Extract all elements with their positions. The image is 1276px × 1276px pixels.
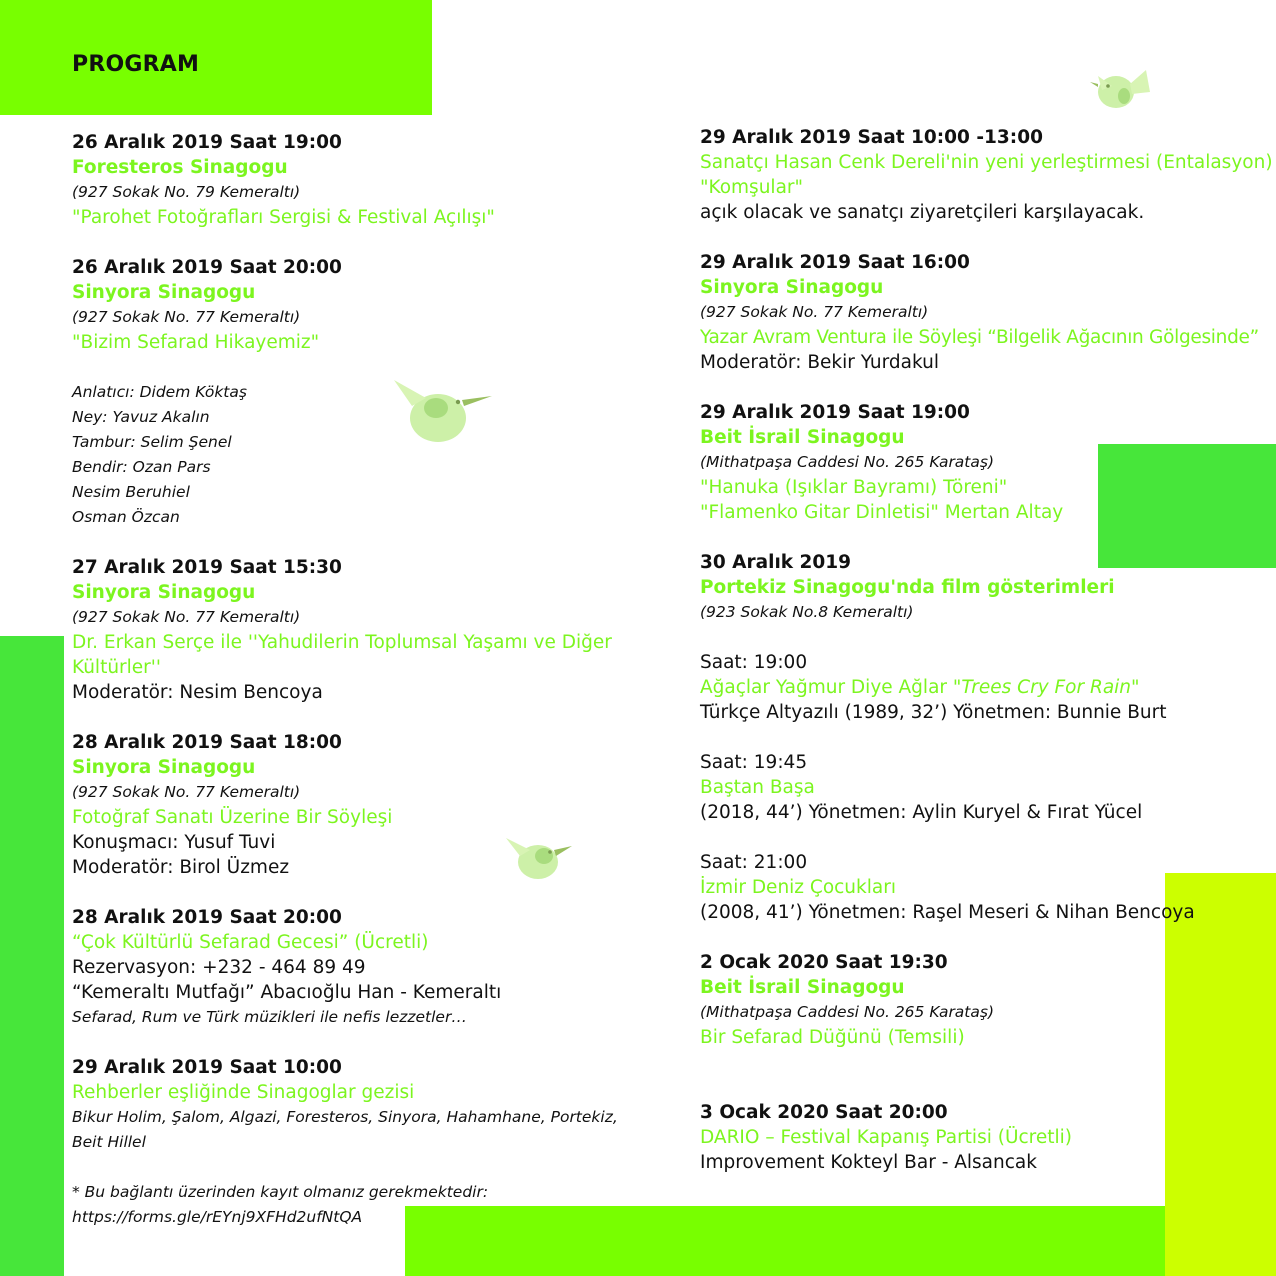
event-item <box>700 125 1273 225</box>
event-item <box>700 550 1260 925</box>
film-time: Saat: 19:45 <box>700 752 808 773</box>
event-title: Sanatçı Hasan Cenk Dereli'nin yeni yerleştirmesi (Entalasyon) <box>700 152 1273 173</box>
event-item <box>700 950 1260 1050</box>
film-time: Saat: 21:00 <box>700 852 808 873</box>
event-date: 26 Aralık 2019 Saat 19:00 <box>72 132 342 153</box>
event-note: Sefarad, Rum ve Türk müzikleri ile nefis lezzetler… <box>72 1008 467 1026</box>
event-date: 28 Aralık 2019 Saat 18:00 <box>72 732 342 753</box>
event-date: 28 Aralık 2019 Saat 20:00 <box>72 907 342 928</box>
event-date: 29 Aralık 2019 Saat 19:00 <box>700 402 970 423</box>
synagogue-list: Bikur Holim, Şalom, Algazi, Foresteros, Sinyora, Hahamhane, Portekiz, <box>72 1108 618 1126</box>
event-title: "Hanuka (Işıklar Bayramı) Töreni" <box>700 477 1008 498</box>
film-item <box>700 750 1260 825</box>
event-date: 27 Aralık 2019 Saat 15:30 <box>72 557 342 578</box>
credit-line: Ney: Yavuz Akalın <box>72 408 210 426</box>
event-moderator: Moderatör: Birol Üzmez <box>72 857 290 878</box>
credit-line: Osman Özcan <box>72 508 180 526</box>
event-venue: Sinyora Sinagogu <box>72 282 256 303</box>
event-title: "Bizim Sefarad Hikayemiz" <box>72 332 320 353</box>
event-venue: Beit İsrail Sinagogu <box>700 427 905 448</box>
page-title: PROGRAM <box>72 52 200 77</box>
event-description: açık olacak ve sanatçı ziyaretçileri karşılayacak. <box>700 202 1145 223</box>
event-title: Dr. Erkan Serçe ile ''Yahudilerin Toplumsal Yaşamı ve Diğer <box>72 632 612 653</box>
event-item <box>700 250 1260 375</box>
event-item <box>700 1100 1260 1175</box>
event-title: "Komşular" <box>700 177 804 198</box>
event-date: 3 Ocak 2020 Saat 20:00 <box>700 1102 948 1123</box>
event-title: Yazar Avram Ventura ile Söyleşi “Bilgelik Ağacının Gölgesinde” <box>700 327 1259 348</box>
event-address: (927 Sokak No. 77 Kemeraltı) <box>700 303 929 321</box>
header-green-block <box>0 0 432 115</box>
registration-link[interactable]: https://forms.gle/rEYnj9XFHd2ufNtQA <box>72 1208 363 1226</box>
event-item <box>72 255 632 530</box>
film-item <box>700 850 1260 925</box>
right-column <box>700 125 1273 1200</box>
event-title: Bir Sefarad Düğünü (Temsili) <box>700 1027 965 1048</box>
event-address: (927 Sokak No. 77 Kemeraltı) <box>72 608 301 626</box>
event-place: “Kemeraltı Mutfağı” Abacıoğlu Han - Kemeraltı <box>72 982 502 1003</box>
event-address: (927 Sokak No. 79 Kemeraltı) <box>72 183 301 201</box>
event-venue: Foresteros Sinagogu <box>72 157 288 178</box>
film-info: (2008, 41’) Yönetmen: Raşel Meseri & Nihan Bencoya <box>700 902 1195 923</box>
left-column <box>72 130 632 1230</box>
event-title: "Parohet Fotoğrafları Sergisi & Festival Açılışı" <box>72 207 495 228</box>
event-venue: Sinyora Sinagogu <box>72 582 256 603</box>
event-item <box>72 905 632 1030</box>
event-moderator: Moderatör: Nesim Bencoya <box>72 682 323 703</box>
event-title: Fotoğraf Sanatı Üzerine Bir Söyleşi <box>72 807 393 828</box>
event-address: (923 Sokak No.8 Kemeraltı) <box>700 603 914 621</box>
event-title: DARIO – Festival Kapanış Partisi (Ücretli) <box>700 1127 1072 1148</box>
event-item <box>700 400 1260 525</box>
footnote: * Bu bağlantı üzerinden kayıt olmanız gerekmektedir: <box>72 1183 489 1201</box>
event-address: (Mithatpaşa Caddesi No. 265 Karataş) <box>700 453 995 471</box>
film-item <box>700 650 1260 725</box>
film-info: (2018, 44’) Yönetmen: Aylin Kuryel & Fırat Yücel <box>700 802 1143 823</box>
event-date: 30 Aralık 2019 <box>700 552 852 573</box>
bird-icon <box>1086 66 1156 112</box>
event-speaker: Konuşmacı: Yusuf Tuvi <box>72 832 276 853</box>
left-green-strip <box>0 636 64 1276</box>
event-item <box>72 555 632 705</box>
event-venue: Sinyora Sinagogu <box>700 277 884 298</box>
event-place: Improvement Kokteyl Bar - Alsancak <box>700 1152 1037 1173</box>
event-moderator: Moderatör: Bekir Yurdakul <box>700 352 940 373</box>
event-item <box>72 730 632 880</box>
event-date: 26 Aralık 2019 Saat 20:00 <box>72 257 342 278</box>
event-title: Kültürler'' <box>72 657 161 678</box>
event-venue: Portekiz Sinagogu'nda film gösterimleri <box>700 577 1115 598</box>
event-title: "Flamenko Gitar Dinletisi" Mertan Altay <box>700 502 1064 523</box>
event-date: 29 Aralık 2019 Saat 16:00 <box>700 252 970 273</box>
event-venue: Sinyora Sinagogu <box>72 757 256 778</box>
film-title: İzmir Deniz Çocukları <box>700 877 896 898</box>
event-date: 29 Aralık 2019 Saat 10:00 <box>72 1057 342 1078</box>
event-address: (Mithatpaşa Caddesi No. 265 Karataş) <box>700 1003 995 1021</box>
event-venue: Beit İsrail Sinagogu <box>700 977 905 998</box>
credit-line: Tambur: Selim Şenel <box>72 433 232 451</box>
event-item <box>72 130 632 230</box>
event-date: 29 Aralık 2019 Saat 10:00 -13:00 <box>700 127 1043 148</box>
event-title: “Çok Kültürlü Sefarad Gecesi” (Ücretli) <box>72 932 429 953</box>
event-title: Rehberler eşliğinde Sinagoglar gezisi <box>72 1082 415 1103</box>
event-address: (927 Sokak No. 77 Kemeraltı) <box>72 783 301 801</box>
film-info: Türkçe Altyazılı (1989, 32’) Yönetmen: Bunnie Burt <box>700 702 1167 723</box>
film-title: Ağaçlar Yağmur Diye Ağlar "Trees Cry For Rain" <box>700 677 1140 698</box>
credit-line: Nesim Beruhiel <box>72 483 190 501</box>
film-time: Saat: 19:00 <box>700 652 808 673</box>
credit-line: Bendir: Ozan Pars <box>72 458 211 476</box>
event-address: (927 Sokak No. 77 Kemeraltı) <box>72 308 301 326</box>
event-reservation: Rezervasyon: +232 - 464 89 49 <box>72 957 366 978</box>
credit-line: Anlatıcı: Didem Köktaş <box>72 383 247 401</box>
film-title: Baştan Başa <box>700 777 815 798</box>
event-item <box>72 1055 632 1155</box>
synagogue-list: Beit Hillel <box>72 1133 146 1151</box>
event-date: 2 Ocak 2020 Saat 19:30 <box>700 952 948 973</box>
